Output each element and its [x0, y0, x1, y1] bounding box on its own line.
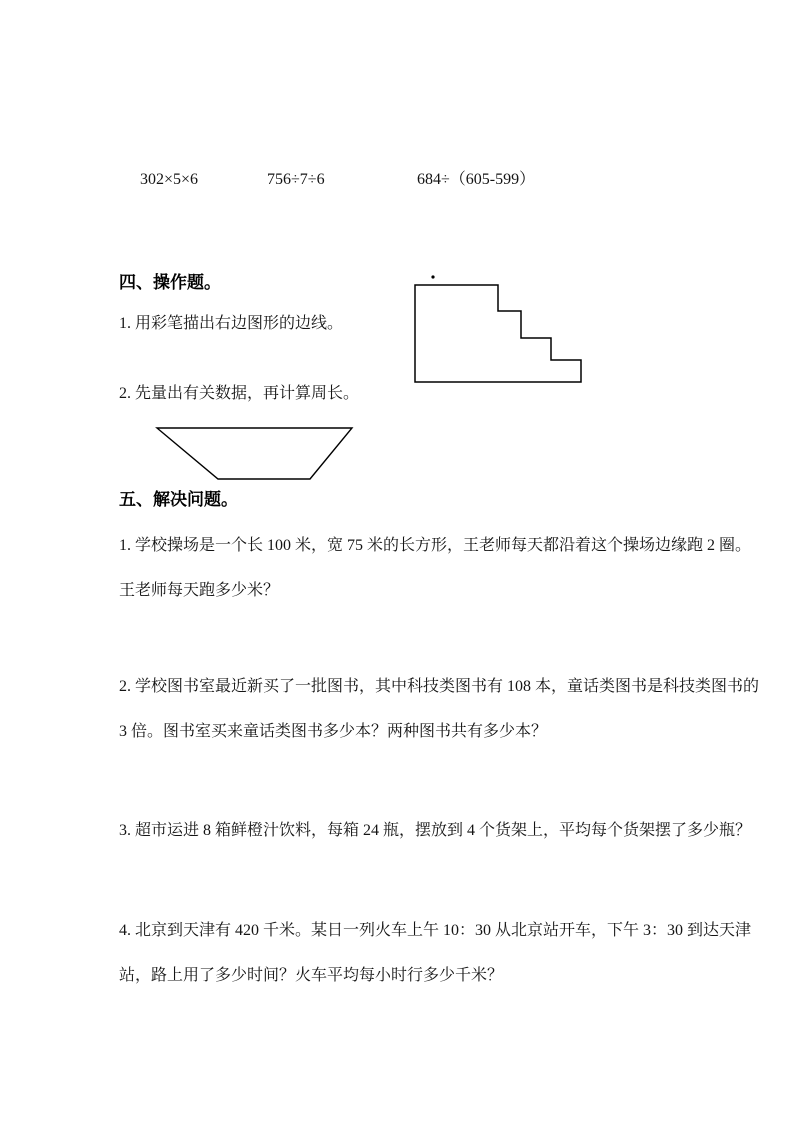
section-four-title: 四、操作题。 — [119, 273, 221, 292]
problem-1-line-1: 1. 学校操场是一个长 100 米，宽 75 米的长方形，王老师每天都沿着这个操场边缘跑 2 圈。 — [119, 537, 752, 554]
staircase-figure — [413, 274, 583, 386]
section-four-item-1: 1. 用彩笔描出右边图形的边线。 — [119, 315, 344, 332]
staircase-dot — [431, 275, 434, 278]
section-four-item-2: 2. 先量出有关数据，再计算周长。 — [119, 385, 360, 402]
problem-1-line-2: 王老师每天跑多少米？ — [119, 582, 280, 599]
problem-2-line-1: 2. 学校图书室最近新买了一批图书，其中科技类图书有 108 本，童话类图书是科技类图书的 — [119, 678, 760, 695]
problem-3-line-1: 3. 超市运进 8 箱鲜橙汁饮料，每箱 24 瓶，摆放到 4 个货架上，平均每个货架摆了多少瓶？ — [119, 822, 752, 839]
problem-4-line-2: 站，路上用了多少时间？火车平均每小时行多少千米？ — [119, 967, 504, 984]
trapezoid-outline — [157, 428, 352, 479]
arithmetic-expression-3: 684÷（605-599） — [417, 171, 536, 188]
trapezoid-figure — [150, 424, 360, 486]
problem-2-line-2: 3 倍。图书室买来童话类图书多少本？两种图书共有多少本？ — [119, 723, 548, 740]
arithmetic-expression-2: 756÷7÷6 — [267, 171, 325, 188]
problem-4-line-1: 4. 北京到天津有 420 千米。某日一列火车上午 10：30 从北京站开车，下午 3：30 到达天津 — [119, 922, 752, 939]
arithmetic-expression-1: 302×5×6 — [140, 171, 199, 188]
section-five-title: 五、解决问题。 — [119, 490, 238, 509]
staircase-outline — [415, 285, 581, 382]
